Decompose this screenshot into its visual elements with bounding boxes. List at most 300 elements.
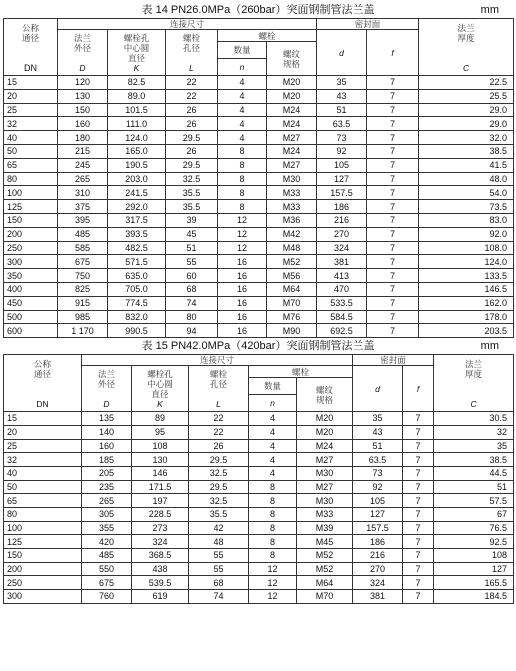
table-cell: 8 [249,549,297,563]
table-cell: 171.5 [132,480,189,494]
table14-header-bolt: 螺栓 [218,30,317,42]
table-cell: 12 [218,241,267,255]
table14-header-bolt-circle: 螺栓孔 中心圆 直径 K [108,30,166,76]
table-cell: 22 [166,89,218,103]
table14-header-qty-sym: n [218,59,267,76]
table-cell: 324 [132,535,189,549]
table-cell: 92.5 [434,535,514,549]
table-cell: 54.0 [419,186,514,200]
table-cell: M33 [267,186,317,200]
table-cell: 4 [249,425,297,439]
table-cell: 165.0 [108,144,166,158]
table-cell: 4 [218,89,267,103]
table-cell: 675 [82,576,132,590]
table15-header-seal-f: f [403,366,434,412]
table-cell: 215 [58,144,108,158]
table-cell: 12 [249,562,297,576]
table-row [4,241,514,255]
table-cell: 8 [218,200,267,214]
table-cell: 7 [367,158,419,172]
table15-header-seal: 密封面 [353,355,434,366]
table14-header-outer: 法兰 外径 D [58,30,108,76]
table14-header-qty: 数量 [218,42,267,59]
table-cell: 4 [218,76,267,90]
table14-header-nominal: 公称 通径 DN [4,19,58,76]
table-cell: 32 [4,453,82,467]
table-cell: 635.0 [108,269,166,283]
table-cell: 375 [58,200,108,214]
table-row [4,507,514,521]
table-cell: 8 [249,535,297,549]
table-cell: 63.5 [353,453,403,467]
table-cell: 216 [353,549,403,563]
table-cell: 7 [367,144,419,158]
table-cell: 203.0 [108,172,166,186]
table14-header-thread: 螺纹 规格 [267,42,317,76]
table-cell: 324 [317,241,367,255]
table-cell: 7 [367,282,419,296]
table-cell: 7 [403,412,434,426]
table-cell: 25 [4,103,58,117]
table-cell: 35.5 [166,186,218,200]
table-cell: 7 [367,310,419,324]
table-cell: 270 [353,562,403,576]
table-cell: 29.5 [166,131,218,145]
table-cell: 15 [4,76,58,90]
table-cell: 57.5 [434,494,514,508]
table-row [4,269,514,283]
table-cell: M24 [267,103,317,117]
table-cell: 832.0 [108,310,166,324]
table-cell: 675 [58,255,108,269]
table-cell: M24 [297,439,353,453]
table-cell: 32 [434,425,514,439]
table-cell: 43 [353,425,403,439]
table-row [4,494,514,508]
table-cell: 915 [58,296,108,310]
table-cell: 146 [132,466,189,480]
table15-header-nominal: 公称 通径 DN [4,355,82,412]
table14 [3,18,514,338]
table14-header-thick: 法兰 厚度 C [419,19,514,76]
table-cell: 105 [353,494,403,508]
table-row [4,76,514,90]
table-cell: 26 [166,117,218,131]
table-row [4,200,514,214]
table-row [4,131,514,145]
table-cell: 51 [353,439,403,453]
table15-header-connect: 连接尺寸 [82,355,353,366]
table-cell: 350 [4,269,58,283]
table-cell: 42 [189,521,249,535]
table-row [4,213,514,227]
table-cell: 324 [353,576,403,590]
table-cell: 140 [82,425,132,439]
table-cell: 165.5 [434,576,514,590]
table-cell: 705.0 [108,282,166,296]
table-cell: 180 [58,131,108,145]
table-cell: 80 [4,507,82,521]
table-cell: 300 [4,255,58,269]
table-cell: 8 [249,480,297,494]
table-cell: 22 [189,425,249,439]
table-cell: 89.0 [108,89,166,103]
table-cell: 825 [58,282,108,296]
table-cell: 74 [189,590,249,604]
table-cell: 94 [166,324,218,338]
table-cell: 197 [132,494,189,508]
table-cell: 985 [58,310,108,324]
table-cell: 74 [166,296,218,310]
table-cell: 160 [82,439,132,453]
table-cell: M24 [267,144,317,158]
table14-caption [3,2,513,18]
table-cell: 200 [4,562,82,576]
table-row [4,425,514,439]
table-cell: M48 [267,241,317,255]
table-cell: 82.5 [108,76,166,90]
table-cell: M20 [297,412,353,426]
table-cell: 39 [166,213,218,227]
table-cell: 7 [367,255,419,269]
table-cell: 8 [218,186,267,200]
table-cell: 250 [4,241,58,255]
table-cell: 55 [166,255,218,269]
table-cell: 774.5 [108,296,166,310]
table-cell: 413 [317,269,367,283]
table-cell: 20 [4,425,82,439]
table-cell: M45 [297,535,353,549]
table-row [4,255,514,269]
table-cell: 200 [4,227,58,241]
table-cell: 4 [249,466,297,480]
table15-caption [3,338,513,354]
table-cell: 550 [82,562,132,576]
table-cell: 92 [353,480,403,494]
table15-header-seal-d: d [353,366,403,412]
table-cell: 16 [218,310,267,324]
table-cell: M36 [267,213,317,227]
table-cell: 16 [218,282,267,296]
table-cell: 4 [218,117,267,131]
table-cell: 130 [132,453,189,467]
table-cell: 108.0 [419,241,514,255]
table-cell: M39 [297,521,353,535]
table-cell: M42 [267,227,317,241]
table-cell: 101.5 [108,103,166,117]
table-cell: M20 [267,76,317,90]
table-cell: 7 [367,103,419,117]
table-cell: 16 [218,269,267,283]
table-cell: 22 [166,76,218,90]
table-cell: 8 [218,158,267,172]
table-cell: 7 [367,117,419,131]
table-cell: 7 [403,494,434,508]
table-cell: 30.5 [434,412,514,426]
table-cell: 235 [82,480,132,494]
table-cell: 470 [317,282,367,296]
table14-header-connect: 连接尺寸 [58,19,317,30]
table-cell: M90 [267,324,317,338]
table-row [4,282,514,296]
table-cell: 51 [434,480,514,494]
table-cell: 7 [403,590,434,604]
table-cell: 68 [166,282,218,296]
table15-header-bolt-circle: 螺栓孔 中心圆 直径 K [132,366,189,412]
table-cell: 7 [367,89,419,103]
table-cell: 32.5 [166,172,218,186]
table-cell: 395 [58,213,108,227]
table-cell: 73 [317,131,367,145]
table-cell: 205 [82,466,132,480]
table-cell: 48.0 [419,172,514,186]
table-cell: 619 [132,590,189,604]
table-cell: 1 170 [58,324,108,338]
table-cell: 482.5 [108,241,166,255]
table-cell: 16 [218,255,267,269]
table-cell: 80 [166,310,218,324]
table-cell: 45 [166,227,218,241]
table-cell: 228.5 [132,507,189,521]
table-cell: 51 [317,103,367,117]
table-row [4,480,514,494]
table-row [4,521,514,535]
table-cell: 7 [403,453,434,467]
table15-header-bolt-hole: 螺栓 孔径 L [189,366,249,412]
table-cell: M30 [267,172,317,186]
table-cell: 7 [367,200,419,214]
table-row [4,576,514,590]
table-cell: 585 [58,241,108,255]
table-cell: M76 [267,310,317,324]
table-cell: 185 [82,453,132,467]
table-row [4,590,514,604]
table-cell: 32.0 [419,131,514,145]
table-cell: 22.5 [419,76,514,90]
table-cell: 539.5 [132,576,189,590]
table14-header-seal-d: d [317,30,367,76]
table-cell: 7 [367,186,419,200]
table-row [4,103,514,117]
table-cell: 26 [189,439,249,453]
table-cell: 7 [367,324,419,338]
table-cell: 135 [82,412,132,426]
table-row [4,296,514,310]
table-cell: M27 [297,480,353,494]
table-row [4,324,514,338]
table15-header-qty: 数量 [249,378,297,395]
table-cell: 178.0 [419,310,514,324]
table-row [4,535,514,549]
table-cell: 245 [58,158,108,172]
table-cell: 241.5 [108,186,166,200]
table-row [4,310,514,324]
table-cell: M20 [267,89,317,103]
table-cell: 43 [317,89,367,103]
table-cell: 95 [132,425,189,439]
table-cell: 7 [367,213,419,227]
table-cell: 124.0 [108,131,166,145]
table-row [4,144,514,158]
table-cell: M27 [267,158,317,172]
table-cell: 76.5 [434,521,514,535]
table-cell: 51 [166,241,218,255]
table-cell: 38.5 [419,144,514,158]
table-cell: M52 [297,562,353,576]
table-cell: 12 [218,213,267,227]
table15-title: 表 15 PN42.0MPa（420bar）突面钢制管法兰盖 [141,340,375,353]
table-cell: 7 [403,562,434,576]
table-cell: 7 [367,172,419,186]
table-row [4,117,514,131]
table-cell: 7 [403,576,434,590]
table-cell: 4 [249,453,297,467]
table-cell: 40 [4,131,58,145]
table-cell: 68 [189,576,249,590]
table-cell: 50 [4,480,82,494]
table-cell: 265 [58,172,108,186]
table-cell: 150 [4,549,82,563]
table-cell: 4 [218,131,267,145]
table-cell: 7 [403,480,434,494]
table-row [4,412,514,426]
table-cell: 393.5 [108,227,166,241]
table-cell: 65 [4,158,58,172]
table-cell: 7 [367,241,419,255]
table-cell: 35.5 [166,200,218,214]
table-cell: 250 [4,576,82,590]
table-cell: M64 [267,282,317,296]
table-cell: 67 [434,507,514,521]
table-cell: 355 [82,521,132,535]
table-cell: 157.5 [353,521,403,535]
table-cell: 305 [82,507,132,521]
table-cell: 500 [4,310,58,324]
table-cell: 485 [82,549,132,563]
table-cell: 22 [189,412,249,426]
table-cell: 157.5 [317,186,367,200]
table-cell: M27 [267,131,317,145]
table-cell: M24 [267,117,317,131]
table-cell: 16 [218,296,267,310]
table-cell: 4 [249,412,297,426]
table-cell: 8 [249,507,297,521]
table-cell: 60 [166,269,218,283]
table-cell: 8 [249,521,297,535]
table-cell: 100 [4,186,58,200]
table-cell: 190.5 [108,158,166,172]
table-row [4,227,514,241]
table15-unit: mm [480,340,499,353]
table-cell: M52 [297,549,353,563]
table-cell: 127 [434,562,514,576]
table-cell: 300 [4,590,82,604]
table-cell: 105 [317,158,367,172]
table-row [4,453,514,467]
table-row [4,89,514,103]
table-cell: M70 [267,296,317,310]
table-row [4,158,514,172]
table15-header-bolt: 螺栓 [249,366,353,378]
table-cell: 4 [249,439,297,453]
table-cell: 438 [132,562,189,576]
table15-header-qty-sym: n [249,395,297,412]
table-cell: 29.0 [419,103,514,117]
table-cell: 600 [4,324,58,338]
table-cell: M56 [267,269,317,283]
table-cell: 25.5 [419,89,514,103]
table-cell: 150 [4,213,58,227]
table-cell: 381 [353,590,403,604]
table-cell: 186 [353,535,403,549]
table-row [4,466,514,480]
table-cell: 127 [353,507,403,521]
table15-header-outer: 法兰 外径 D [82,366,132,412]
table-cell: 48 [189,535,249,549]
table-cell: M27 [297,453,353,467]
table-row [4,439,514,453]
table-row [4,562,514,576]
table-cell: 111.0 [108,117,166,131]
table-cell: 400 [4,282,58,296]
table-cell: 35 [353,412,403,426]
table-cell: 80 [4,172,58,186]
table-cell: 29.5 [166,158,218,172]
table-cell: M30 [297,466,353,480]
table-cell: 73.5 [419,200,514,214]
table-cell: 146.5 [419,282,514,296]
table15 [3,354,514,604]
table-cell: 7 [367,76,419,90]
table-cell: 40 [4,466,82,480]
table-cell: 12 [218,227,267,241]
table-cell: 35.5 [189,507,249,521]
table-cell: 760 [82,590,132,604]
table-cell: 203.5 [419,324,514,338]
table-cell: 26 [166,103,218,117]
table-cell: 32.5 [189,494,249,508]
table-cell: 750 [58,269,108,283]
table-cell: M20 [297,425,353,439]
table-cell: 7 [367,269,419,283]
table-cell: 38.5 [434,453,514,467]
table-cell: 29.5 [189,453,249,467]
table-cell: 7 [403,439,434,453]
table-cell: 127 [317,172,367,186]
table-cell: 273 [132,521,189,535]
table-cell: 100 [4,521,82,535]
table-cell: 265 [82,494,132,508]
table-cell: 533.5 [317,296,367,310]
table-cell: 29.5 [189,480,249,494]
table-cell: 381 [317,255,367,269]
table15-header-thick: 法兰 厚度 C [434,355,514,412]
table-cell: M33 [297,507,353,521]
table-cell: 124.0 [419,255,514,269]
table-cell: 7 [367,296,419,310]
table14-title: 表 14 PN26.0MPa（260bar）突面钢制管法兰盖 [141,4,375,16]
table-cell: 216 [317,213,367,227]
table-cell: 12 [249,590,297,604]
table-cell: 571.5 [108,255,166,269]
table-cell: 162.0 [419,296,514,310]
table-cell: 44.5 [434,466,514,480]
table-cell: 8 [218,172,267,186]
table-cell: 7 [403,507,434,521]
table-cell: 15 [4,412,82,426]
table-cell: 133.5 [419,269,514,283]
table-cell: 990.5 [108,324,166,338]
